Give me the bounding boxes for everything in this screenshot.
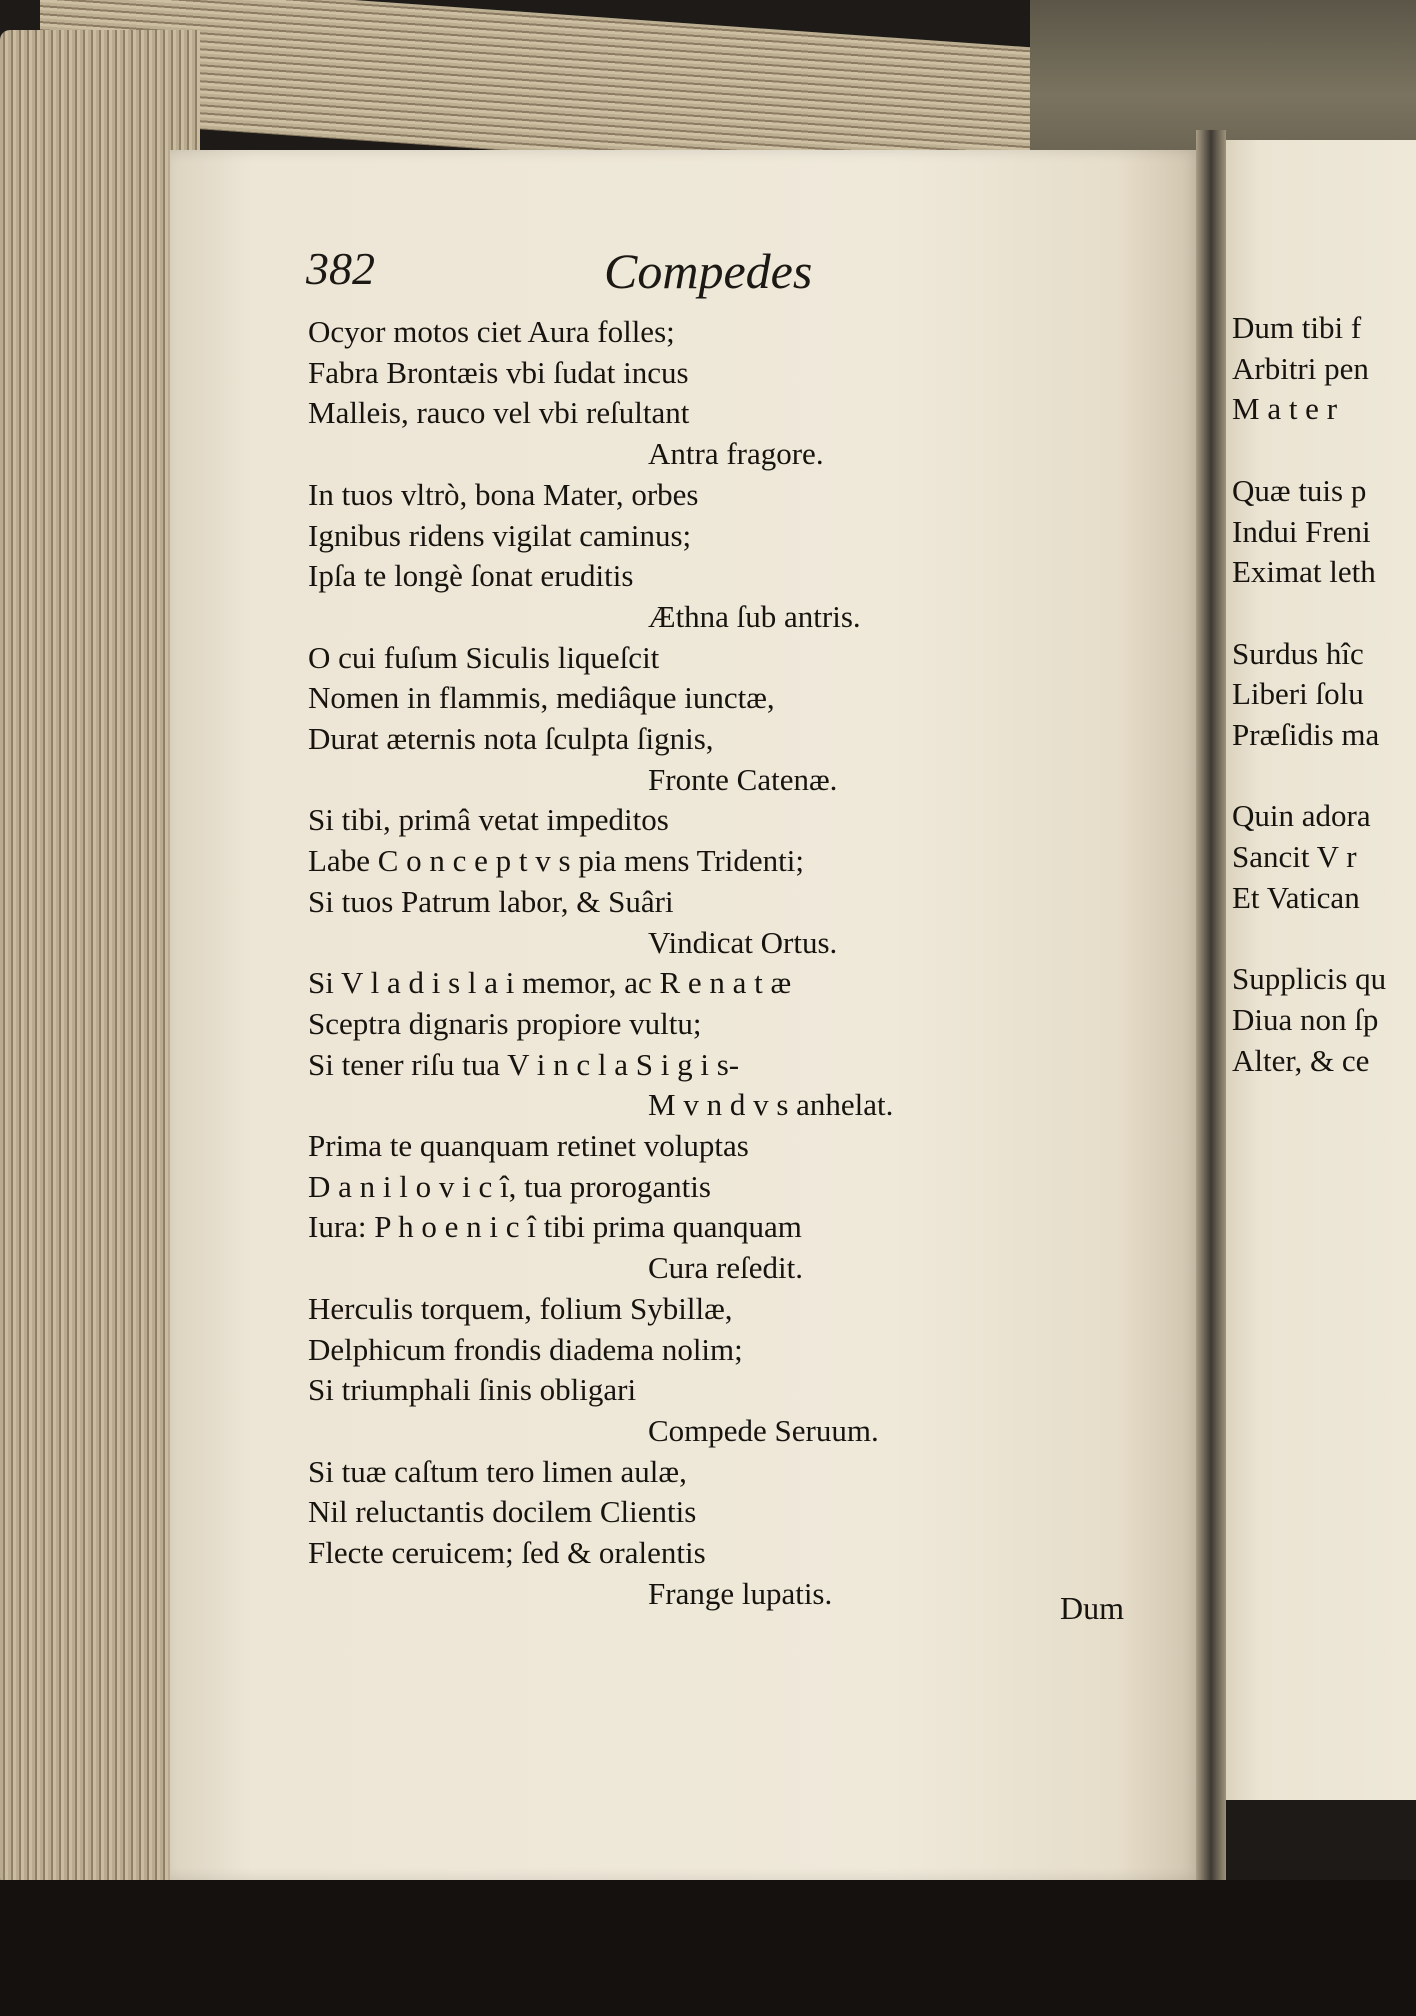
verse-line: In tuos vltrò, bona Mater, orbes (308, 476, 699, 512)
verse-line: Flecte ceruicem; ſed & oralentis (308, 1535, 706, 1571)
verse-line: Ignibus ridens vigilat caminus; (308, 517, 692, 553)
left-page-text (308, 312, 1008, 1615)
verse-line: Nomen in flammis, mediâque iunctæ, (308, 680, 775, 716)
verse-line: Sancit V r (1232, 839, 1357, 875)
page-header (0, 242, 1416, 312)
verse-line: O cui fuſum Siculis liqueſcit (308, 639, 660, 675)
verse-line: Si tuos Patrum labor, & Suâri (308, 883, 674, 919)
verse-line: Herculis torquem, folium Sybillæ, (308, 1290, 733, 1326)
verse-line: Si V l a d i s l a i memor, ac R e n a t æ (308, 965, 792, 1001)
verse-line: Vindicat Ortus. (648, 924, 838, 960)
verse-line: Ocyor motos ciet Aura folles; (308, 314, 675, 349)
verse-line: Labe C o n c e p t v s pia mens Tridenti; (308, 843, 804, 879)
verse-line: Diua non ſp (1232, 1001, 1379, 1037)
verse-line: Quæ tuis p (1232, 472, 1367, 508)
verse-line: Iura: P h o e n i c î tibi prima quanquam (308, 1209, 802, 1245)
verse-line: Supplicis qu (1232, 961, 1387, 997)
verse-line: Nil reluctantis docilem Clientis (308, 1494, 697, 1530)
catchword: Dum (1060, 1590, 1124, 1626)
verse-line: Fronte Catenæ. (648, 761, 838, 797)
verse-line: M a t e r (1232, 391, 1338, 427)
verse-line: Antra fragore. (648, 436, 824, 472)
verse-line: Frange lupatis. (648, 1575, 833, 1611)
verse-line: Prima te quanquam retinet voluptas (308, 1128, 749, 1164)
book-gutter (1196, 130, 1226, 1880)
verse-line: Eximat leth (1232, 554, 1376, 590)
verse-line: Si triumphali ſinis obligari (308, 1372, 637, 1408)
stanza-gap (1232, 430, 1416, 471)
verse-line: Indui Freni (1232, 513, 1371, 549)
stanza-gap (1232, 593, 1416, 634)
verse-line: Si tuæ caſtum tero limen aulæ, (308, 1453, 687, 1489)
verse-line: Arbitri pen (1232, 350, 1369, 386)
verse-line: M v n d v s anhelat. (648, 1087, 894, 1123)
verse-line: D a n i l o v i c î, tua prorogantis (308, 1168, 711, 1204)
verse-line: Surdus hîc (1232, 635, 1364, 671)
stanza-gap (1232, 756, 1416, 797)
verse-line: Æthna ſub antris. (648, 598, 861, 634)
stanza-gap (1232, 919, 1416, 960)
verse-line: Dum tibi f (1232, 310, 1362, 345)
running-title: Compedes (604, 243, 813, 299)
verse-line: Liberi ſolu (1232, 676, 1364, 712)
verse-line: Præſidis ma (1232, 717, 1380, 752)
right-page-text (1232, 308, 1416, 1081)
page-number: 382 (306, 243, 375, 294)
verse-line: Compede Seruum. (648, 1412, 879, 1448)
verse-line: Durat æternis nota ſculpta ſignis, (308, 721, 714, 757)
verse-line: Malleis, rauco vel vbi reſultant (308, 395, 690, 431)
verse-line: Delphicum frondis diadema nolim; (308, 1331, 743, 1367)
verse-line: Et Vatican (1232, 879, 1360, 915)
verse-line: Si tibi, primâ vetat impeditos (308, 802, 669, 838)
verse-line: Fabra Brontæis vbi ſudat incus (308, 354, 689, 390)
verse-line: Si tener riſu tua V i n c l a S i g i s- (308, 1046, 740, 1082)
verse-line: Sceptra dignaris propiore vultu; (308, 1005, 702, 1041)
verse-line: Quin adora (1232, 798, 1371, 834)
verse-line: Ipſa te longè ſonat eruditis (308, 558, 634, 594)
verse-line: Cura reſedit. (648, 1250, 803, 1286)
background (0, 1880, 1416, 2016)
verse-line: Alter, & ce (1232, 1042, 1370, 1078)
